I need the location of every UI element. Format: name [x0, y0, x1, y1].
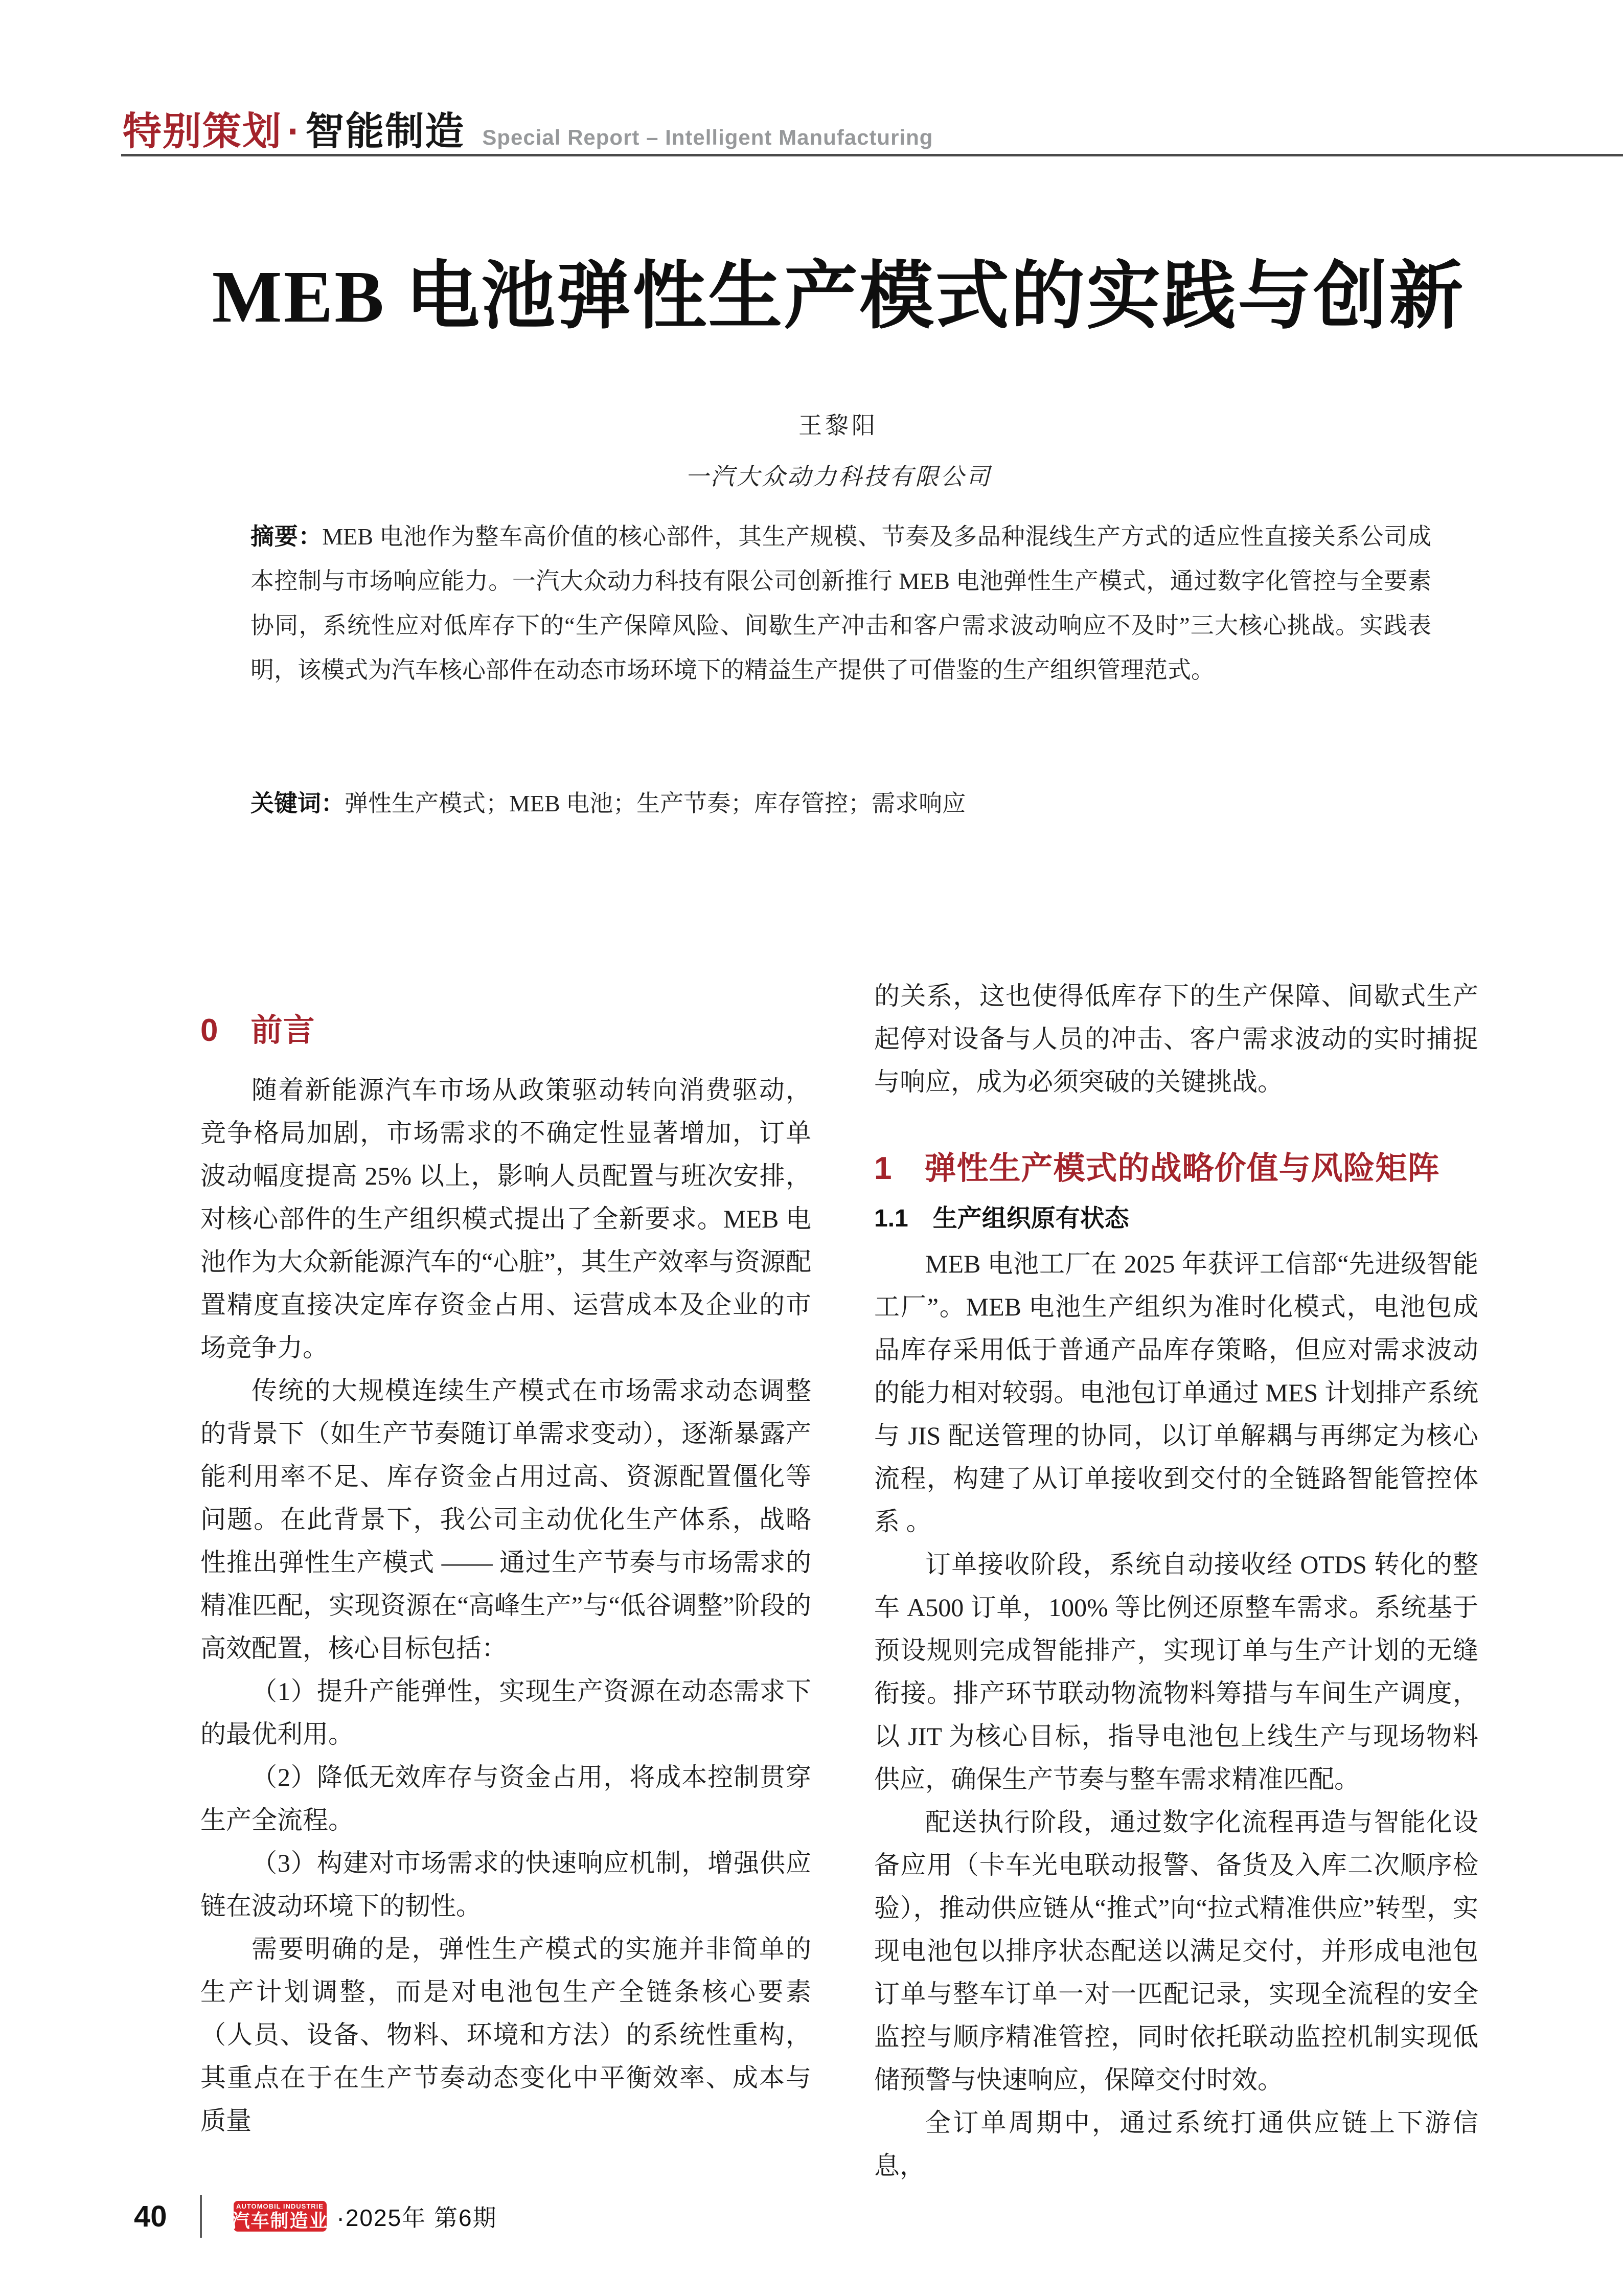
abstract-text: MEB 电池作为整车高价值的核心部件，其生产规模、节奏及多品种混线生产方式的适应性直接关系公司成本控制与市场响应能力。一汽大众动力科技有限公司创新推行 MEB 电池弹性生产模式，通过数字化管控与全要素协同，系统性应对低库存下的“生产保障风险、间歇生产冲击和客户需求波动响应不及时”三大核心挑战。实践表明，该模式为汽车核心部件在动态市场环境下的精益生产提供了可借鉴的生产组织管理范式。: [250, 524, 1432, 683]
section-tag-separator: ·: [287, 110, 301, 153]
paragraph: 订单接收阶段，系统自动接收经 OTDS 转化的整车 A500 订单，100% 等比例还原整车需求。系统基于预设规则完成智能排产，实现订单与生产计划的无缝衔接。排产环节联动物流物料筹措与车间生产调度，以 JIT 为核心目标，指导电池包上线生产与现场物料供应，确保生产节奏与整车需求精准匹配。: [874, 1550, 1478, 1793]
page-number: 40: [134, 2199, 167, 2233]
article-title: MEB 电池弹性生产模式的实践与创新: [212, 256, 1465, 338]
footer-divider: [200, 2195, 202, 2238]
paragraph: 全订单周期中，通过系统打通供应链上下游信息，: [874, 2108, 1478, 2180]
paragraph-continuation: 的关系，这也使得低库存下的生产保障、间歇式生产起停对设备与人员的冲击、客户需求波动的实时捕捉与响应，成为必须突破的关键挑战。: [874, 982, 1478, 1096]
keywords-block: [250, 781, 1431, 826]
section-heading-0-foreword: 0 前言: [200, 1013, 315, 1048]
abstract-label: 摘要：: [250, 523, 323, 550]
section-tag-english: Special Report – Intelligent Manufacturing: [482, 125, 933, 149]
page-footer: [123, 2188, 1500, 2244]
header-rule: [121, 154, 1623, 156]
section-heading-1: 1 弹性生产模式的战略价值与风险矩阵: [874, 1151, 1440, 1186]
article-author: 王黎阳: [798, 413, 878, 439]
magazine-logo: [231, 2201, 329, 2232]
paragraph: （2）降低无效库存与资金占用，将成本控制贯穿生产全流程。: [200, 1763, 811, 1834]
keywords-text: 弹性生产模式；MEB 电池；生产节奏；库存管控；需求响应: [345, 790, 966, 816]
article-affiliation: 一汽大众动力科技有限公司: [685, 464, 992, 490]
paragraph: （3）构建对市场需求的快速响应机制，增强供应链在波动环境下的韧性。: [200, 1849, 811, 1920]
paragraph: （1）提升产能弹性，实现生产资源在动态需求下的最优利用。: [200, 1677, 811, 1748]
keywords-label: 关键词：: [250, 790, 345, 816]
paragraph: 随着新能源汽车市场从政策驱动转向消费驱动，竞争格局加剧，市场需求的不确定性显著增加，订单波动幅度提高 25% 以上，影响人员配置与班次安排，对核心部件的生产组织模式提出了全新要求。MEB 电池作为大众新能源汽车的“心脏”，其生产效率与资源配置精度直接决定库存资金占用、运营成本及企业的市场竞争力。: [200, 1076, 811, 1362]
page-header: [123, 100, 933, 156]
magazine-logo-subtitle: AUTOMOBIL INDUSTRIE: [236, 2202, 324, 2210]
paragraph: 传统的大规模连续生产模式在市场需求动态调整的背景下（如生产节奏随订单需求变动），逐渐暴露产能利用率不足、库存资金占用过高、资源配置僵化等问题。在此背景下，我公司主动优化生产体系，战略性推出弹性生产模式 —— 通过生产节奏与市场需求的精准匹配，实现资源在“高峰生产”与“低谷调整”阶段的高效配置，核心目标包括：: [200, 1376, 811, 1663]
right-column: [874, 974, 1478, 2187]
paragraph: MEB 电池工厂在 2025 年获评工信部“先进级智能工厂”。MEB 电池生产组织为准时化模式，电池包成品库存采用低于普通产品库存策略，但应对需求波动的能力相对较弱。电池包订单通过 MES 计划排产系统与 JIS 配送管理的协同，以订单解耦与再绑定为核心流程，构建了从订单接收到交付的全链路智能管控体系 。: [874, 1249, 1478, 1536]
paragraph: 需要明确的是，弹性生产模式的实施并非简单的生产计划调整，而是对电池包生产全链条核心要素（人员、设备、物料、环境和方法）的系统性重构，其重点在于在生产节奏动态变化中平衡效率、成本与质量: [200, 1935, 811, 2135]
left-column: [200, 1011, 811, 2142]
issue-info: ·2025年 第6期: [336, 2204, 497, 2231]
abstract-block: [250, 514, 1431, 692]
magazine-logo-title: 汽车制造业: [231, 2210, 329, 2231]
subsection-heading-1-1: 1.1 生产组织原有状态: [874, 1205, 1129, 1232]
section-tag-red: 特别策划: [123, 110, 282, 153]
paragraph: 配送执行阶段，通过数字化流程再造与智能化设备应用（卡车光电联动报警、备货及入库二次顺序检验），推动供应链从“推式”向“拉式精准供应”转型，实现电池包以排序状态配送以满足交付，并形成电池包订单与整车订单一对一匹配记录，实现全流程的安全监控与顺序精准管控，同时依托联动监控机制实现低储预警与快速响应，保障交付时效。: [874, 1808, 1478, 2094]
section-tag-black: 智能制造: [305, 110, 465, 153]
